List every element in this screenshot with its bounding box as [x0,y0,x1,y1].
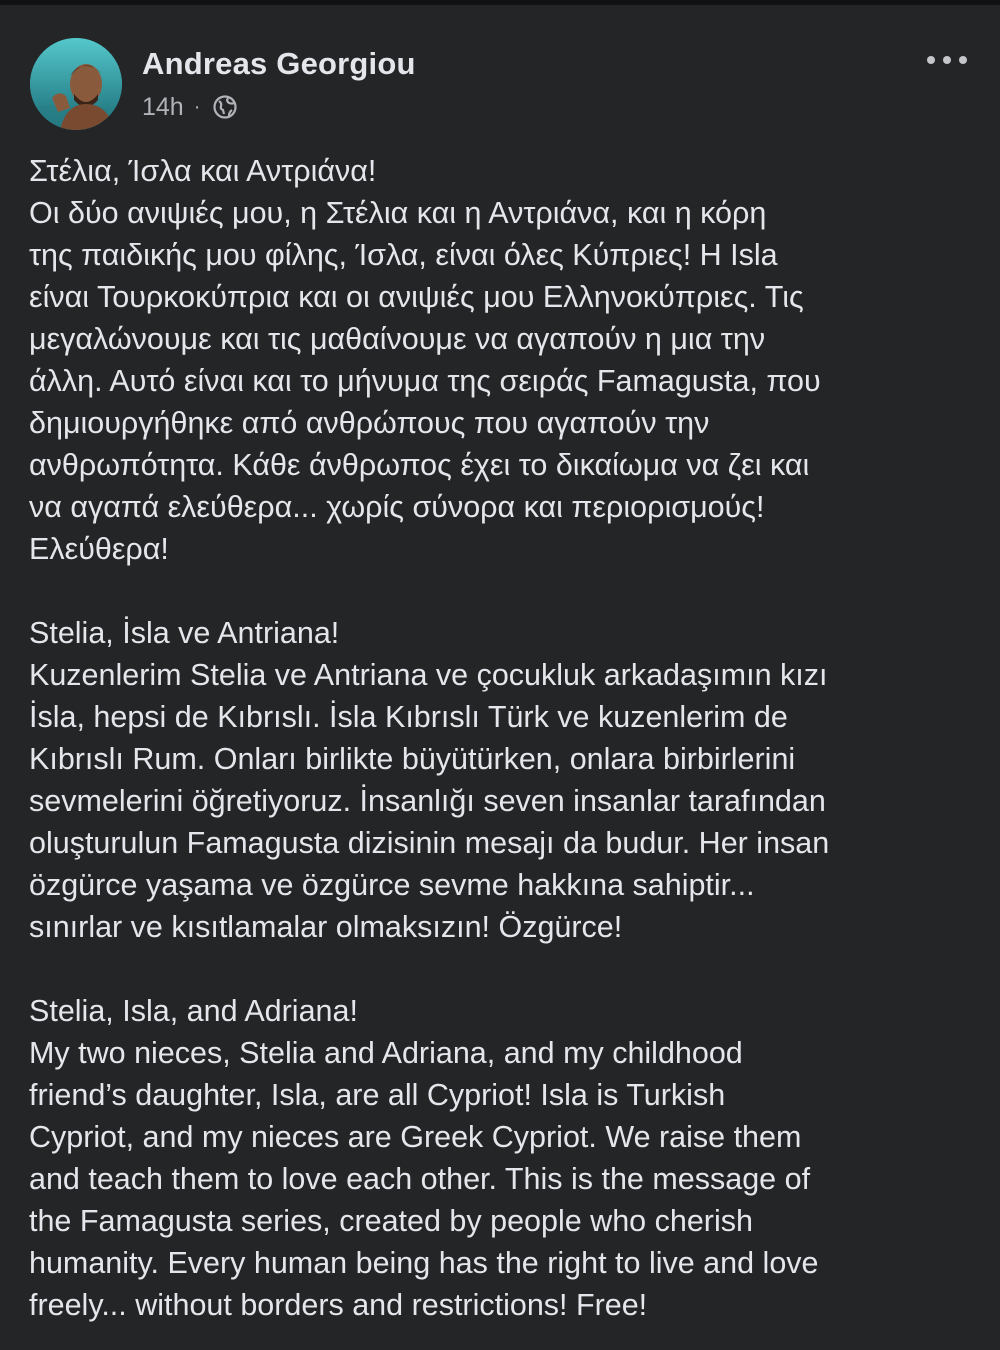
post-text [29,150,979,1326]
text-line: Ελεύθερα! [29,532,169,566]
more-dot [927,56,935,64]
text-line: friend’s daughter, Isla, are all Cypriot! Isla is Turkish [29,1078,726,1112]
text-line: sevmelerini öğretiyoruz. İnsanlığı seven insanlar tarafından [29,784,826,818]
text-line: δημιουργήθηκε από ανθρώπους που αγαπούν την [29,406,710,440]
text-line: freely... without borders and restrictions! Free! [29,1288,648,1322]
english-paragraph [29,990,979,1326]
text-line: μεγαλώνουμε και τις μαθαίνουμε να αγαπούν η μια την [29,322,766,356]
text-line: Οι δύο ανιψιές μου, η Στέλια και η Αντριάνα, και η κόρη [29,196,767,230]
post-timestamp[interactable]: 14h [142,92,184,121]
paragraph-gap [29,570,979,612]
text-line: άλλη. Αυτό είναι και το μήνυμα της σειράς Famagusta, που [29,364,821,398]
text-line: Στέλια, Ίσλα και Αντριάνα! [29,154,377,188]
more-dot [959,56,967,64]
greek-paragraph [29,150,979,570]
text-line: the Famagusta series, created by people who cherish [29,1204,753,1238]
text-line: Kuzenlerim Stelia ve Antriana ve çocukluk arkadaşımın kızı [29,658,828,692]
text-line: Kıbrıslı Rum. Onları birlikte büyütürken, onlara birbirlerini [29,742,796,776]
turkish-paragraph [29,612,979,948]
post-meta [142,92,238,122]
text-line: humanity. Every human being has the right to live and love [29,1246,819,1280]
text-line: My two nieces, Stelia and Adriana, and my childhood [29,1036,743,1070]
avatar-photo [30,38,122,130]
text-line: να αγαπά ελεύθερα... χωρίς σύνορα και περιορισμούς! [29,490,765,524]
more-options-icon[interactable] [927,48,967,72]
avatar[interactable] [30,38,122,130]
author-name[interactable]: Andreas Georgiou [142,46,416,81]
text-line: ανθρωπότητα. Κάθε άνθρωπος έχει το δικαίωμα να ζει και [29,448,810,482]
meta-separator: · [193,95,201,118]
top-edge-divider [0,0,1000,5]
more-dot [943,56,951,64]
text-line: Stelia, Isla, and Adriana! [29,994,358,1028]
text-line: είναι Τουρκοκύπρια και οι ανιψιές μου Ελληνοκύπριες. Τις [29,280,804,314]
text-line: Stelia, İsla ve Antriana! [29,616,340,650]
text-line: Cypriot, and my nieces are Greek Cypriot. We raise them [29,1120,802,1154]
paragraph-gap [29,948,979,990]
text-line: İsla, hepsi de Kıbrıslı. İsla Kıbrıslı Türk ve kuzenlerim de [29,700,788,734]
text-line: özgürce yaşama ve özgürce sevme hakkına sahiptir... [29,868,755,902]
text-line: sınırlar ve kısıtlamalar olmaksızın! Özgürce! [29,910,623,944]
text-line: oluşturulun Famagusta dizisinin mesajı da budur. Her insan [29,826,830,860]
text-line: and teach them to love each other. This is the message of [29,1162,811,1196]
globe-icon[interactable] [212,94,238,120]
text-line: της παιδικής μου φίλης, Ίσλα, είναι όλες Κύπριες! Η Isla [29,238,778,272]
post-header [30,38,975,130]
